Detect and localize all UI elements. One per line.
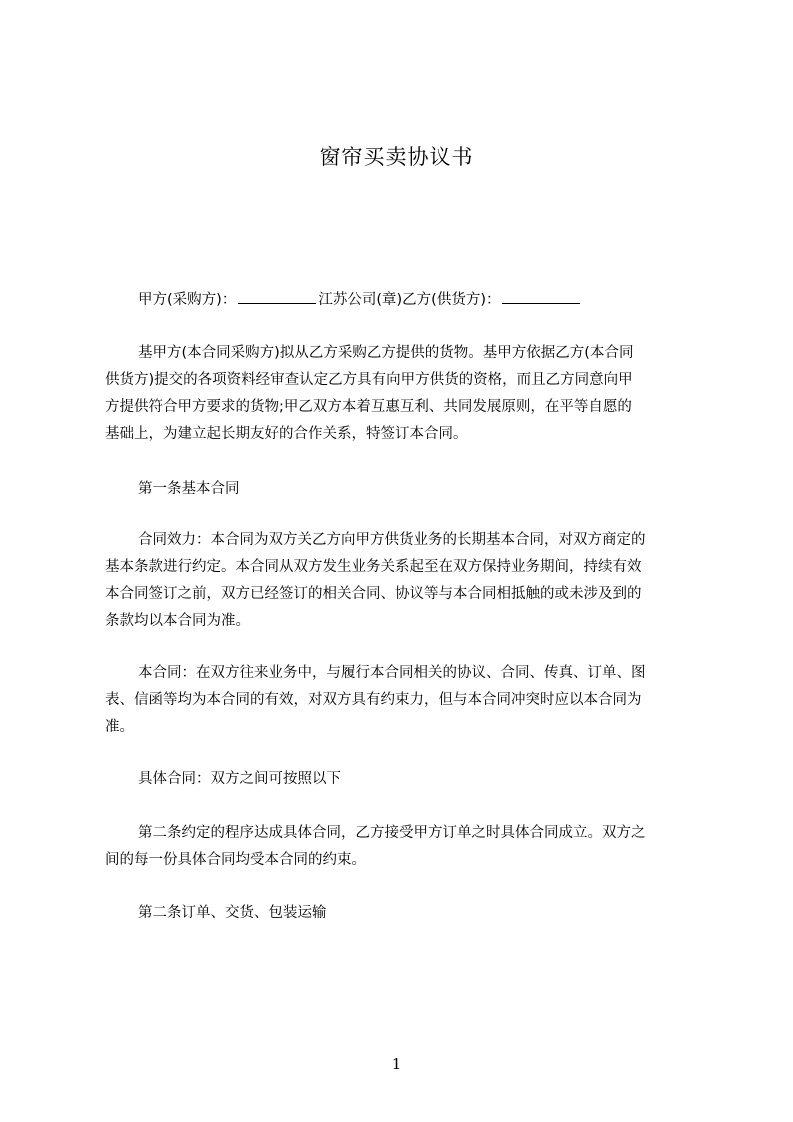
party-a-blank [238, 288, 316, 304]
paragraph-line: 供货方)提交的各项资料经审查认定乙方具有向甲方供货的资格，而且乙方同意向甲 [105, 372, 633, 388]
article1-heading: 第一条基本合同 [138, 481, 240, 497]
intro-paragraph [105, 340, 700, 448]
party-b-label: 乙方(供货方)： [402, 292, 501, 308]
contract-paragraph [105, 660, 700, 741]
party-a-label: 甲方(采购方)： [138, 292, 237, 308]
page-number: 1 [391, 1055, 402, 1073]
paragraph-line: 合同效力：本合同为双方关乙方向甲方供货业务的长期基本合同，对双方商定的 [138, 532, 646, 548]
article2-paragraph [105, 820, 700, 874]
paragraph-line: 准。 [105, 719, 134, 735]
paragraph-line: 基甲方(本合同采购方)拟从乙方采购乙方提供的货物。基甲方依据乙方(本合同 [138, 345, 634, 361]
paragraph-line: 表、信函等均为本合同的有效，对双方具有约束力，但与本合同冲突时应以本合同为 [105, 692, 642, 708]
article2-heading: 第二条订单、交货、包装运输 [138, 905, 327, 921]
paragraph-line: 本合同签订之前，双方已经签订的相关合同、协议等与本合同相抵触的或未涉及到的 [105, 586, 642, 602]
paragraph-line: 基本条款进行约定。本合同从双方发生业务关系起至在双方保持业务期间，持续有效 [105, 559, 642, 575]
specific-contract-heading: 具体合同：双方之间可按照以下 [138, 771, 341, 787]
paragraph-line: 基础上，为建立起长期友好的合作关系，特签订本合同。 [105, 426, 468, 442]
paragraph-line: 本合同：在双方往来业务中，与履行本合同相关的协议、合同、传真、订单、图 [138, 665, 646, 681]
paragraph-line: 条款均以本合同为准。 [105, 613, 250, 629]
parties-line [138, 287, 580, 314]
paragraph-line: 第二条约定的程序达成具体合同，乙方接受甲方订单之时具体合同成立。双方之 [138, 825, 646, 841]
party-b-blank [502, 288, 580, 304]
effect-paragraph [105, 527, 700, 635]
paragraph-line: 间的每一份具体合同均受本合同的约束。 [105, 852, 366, 868]
paragraph-line: 方提供符合甲方要求的货物;甲乙双方本着互惠互利、共同发展原则，在平等自愿的 [105, 399, 632, 415]
document-title: 窗帘买卖协议书 [319, 145, 474, 169]
party-a-company: 江苏公司(章) [318, 292, 403, 308]
